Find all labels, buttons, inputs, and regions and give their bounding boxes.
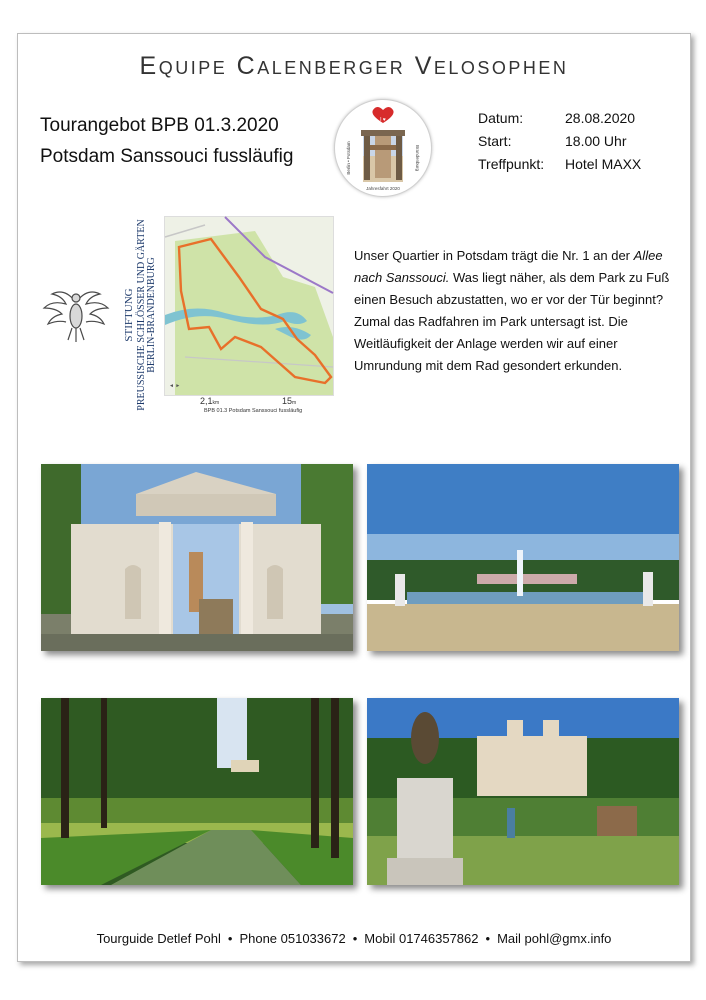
flyer-page [17, 33, 691, 962]
tour-info [478, 110, 641, 179]
info-label: Treffpunkt: [478, 156, 545, 172]
info-label: Datum: [478, 110, 524, 126]
tour-description [354, 245, 674, 377]
footer-mail: Mail pohl@gmx.info [497, 931, 612, 946]
info-value: 28.08.2020 [565, 110, 636, 126]
footer-guide: Tourguide Detlef Pohl [96, 931, 221, 946]
eagle-icon [44, 292, 108, 342]
footer-phone: Phone 051033672 [239, 931, 346, 946]
logo-line1: STIFTUNG [123, 288, 135, 342]
photo-fountain [367, 464, 679, 651]
photo-canal [41, 698, 353, 885]
description-text-2: Was liegt näher, als dem Park zu Fuß einen Besuch abzustatten, wo er vor der Tür beginnt? Zumal das Radfahren im Park untersagt ist. Die Weitläufigkeit der Anlage werden wir auf einer Umrundung mit dem Rad gesondert erkunden. [354, 270, 670, 373]
badge-side-text: Brandenburg [415, 144, 420, 172]
footer-separator: • [227, 931, 233, 946]
info-row-date [478, 110, 641, 133]
contact-footer [18, 931, 690, 946]
info-row-meeting-point [478, 156, 641, 179]
footer-separator: • [485, 931, 491, 946]
logo-line2: PREUSSISCHE SCHLÖSSER UND GÄRTEN [136, 219, 147, 411]
description-italic: Allee nach Sanssouci. [354, 248, 663, 285]
info-value: Hotel MAXX [565, 156, 642, 172]
badge-bottom-text: Jahresfahrt 2020 [366, 186, 400, 191]
spsg-logo [42, 219, 157, 411]
map-elevation: 15 [282, 396, 293, 406]
map-caption: BPB 01.3 Potsdam Sanssouci fussläufig [204, 408, 303, 414]
tour-offer: Tourangebot BPB 01.3.2020 [40, 115, 279, 136]
map-elevation-unit: m [292, 400, 297, 406]
footer-mobile: Mobil 01746357862 [364, 931, 479, 946]
page-title: Equipe Calenberger Velosophen [139, 52, 569, 80]
map-distance-unit: km [212, 400, 220, 406]
footer-separator: • [352, 931, 358, 946]
photo-orangery [367, 698, 679, 885]
route-map [164, 216, 334, 396]
tour-name: Potsdam Sanssouci fussläufig [40, 146, 294, 167]
svg-text:◄ ►: ◄ ► [169, 383, 181, 389]
badge-top-text: Berlin • Potsdam [346, 141, 351, 175]
map-legend [164, 396, 332, 418]
map-distance: 2,1 [200, 396, 213, 406]
info-value: 18.00 Uhr [565, 133, 627, 149]
tour-heading [40, 110, 293, 172]
info-row-start [478, 133, 641, 156]
logo-line3: BERLIN-BRANDENBURG [146, 257, 157, 373]
annual-trip-badge [334, 99, 432, 197]
badge-heart-text: I ♥ [380, 117, 386, 123]
description-text: Unser Quartier in Potsdam trägt die Nr. 1 an der [354, 248, 631, 263]
photo-gate [41, 464, 353, 651]
info-label: Start: [478, 133, 512, 149]
